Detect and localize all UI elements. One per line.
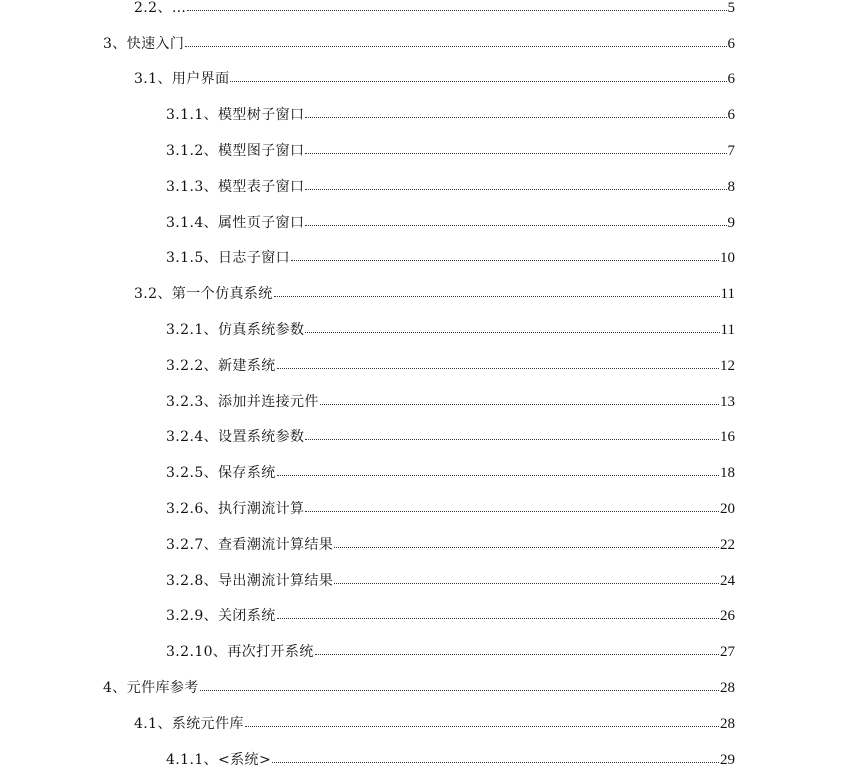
toc-page-number: 27 [720,644,735,661]
toc-entry[interactable] [0,235,859,271]
toc-entry-title: 3.1.1、模型树子窗口 [166,107,305,124]
toc-page-number: 20 [720,500,735,517]
toc-page-number: 11 [720,286,735,303]
toc-page-number: 24 [720,572,735,589]
toc-dot-leader [245,725,719,727]
toc-entry-title: 3.2.6、执行潮流计算 [166,500,305,517]
toc-page-number: 28 [720,679,735,696]
toc-entry-title: 4.1.1、<系统> [166,751,272,768]
toc-entry-title: 3.2.2、新建系统 [166,357,276,374]
toc-entry-title: 3.1、用户界面 [134,71,230,88]
toc-page-number: 10 [720,250,735,267]
toc-dot-leader [334,546,719,548]
toc-entry[interactable] [0,414,859,450]
toc-dot-leader [277,367,719,369]
toc-entry-title: 3.1.5、日志子窗口 [166,250,291,267]
toc-entry[interactable] [0,628,859,664]
toc-dot-leader [334,582,719,584]
toc-entry-title: 3.2.7、查看潮流计算结果 [166,536,334,553]
toc-dot-leader [277,617,719,619]
toc-entry[interactable] [0,593,859,629]
toc-page-number: 22 [720,536,735,553]
toc-page-number: 9 [727,214,735,231]
toc-entry[interactable] [0,199,859,235]
toc-entry-title: 3.2.9、关闭系统 [166,608,276,625]
toc-entry-title: 3.1.3、模型表子窗口 [166,178,305,195]
toc-entry-title: 3.2.5、保存系统 [166,465,276,482]
toc-entry[interactable] [0,91,859,127]
toc-page-number: 5 [727,0,735,16]
toc-entry[interactable] [0,0,859,20]
toc-entry-title: 3.2.4、设置系统参数 [166,429,305,446]
toc-page-number: 7 [727,142,735,159]
toc-entry-title: 3.1.2、模型图子窗口 [166,142,305,159]
toc-dot-leader [305,331,719,333]
toc-entry-title: 3.2.3、添加并连接元件 [166,393,319,410]
toc-page-number: 13 [720,393,735,410]
toc-page-number: 12 [720,357,735,374]
toc-entry[interactable] [0,521,859,557]
toc-page-number: 8 [727,178,735,195]
toc-page-number: 28 [720,715,735,732]
toc-entry[interactable] [0,664,859,700]
toc-entry[interactable] [0,378,859,414]
toc-dot-leader [274,295,720,297]
toc-dot-leader [272,761,719,763]
toc-entry[interactable] [0,449,859,485]
toc-page-number: 18 [720,465,735,482]
toc-page-number: 26 [720,608,735,625]
toc-page-number: 6 [727,107,735,124]
toc-entry[interactable] [0,485,859,521]
toc-page-number: 29 [720,751,735,768]
toc-entry-title: 4.1、系统元件库 [134,715,244,732]
toc-dot-leader [277,474,719,476]
toc-dot-leader [230,80,726,82]
toc-dot-leader [305,510,719,512]
toc-page-number: 6 [727,35,735,52]
toc-dot-leader [320,403,719,405]
toc-entry[interactable] [0,342,859,378]
toc-dot-leader [305,438,719,440]
toc-entry-title: 3.2、第一个仿真系统 [134,286,273,303]
toc-entry-title: 2.2、… [134,0,187,16]
toc-dot-leader [305,116,726,118]
toc-dot-leader [315,653,719,655]
toc-entry-title: 3.2.8、导出潮流计算结果 [166,572,334,589]
toc-dot-leader [185,45,726,47]
toc-entry[interactable] [0,700,859,736]
toc-entry[interactable] [0,127,859,163]
toc-entry[interactable] [0,736,859,772]
toc-entry[interactable] [0,270,859,306]
toc-entry[interactable] [0,306,859,342]
toc-page-number: 6 [727,71,735,88]
toc-entry[interactable] [0,163,859,199]
toc-dot-leader [305,224,726,226]
toc-page-number: 11 [720,321,735,338]
toc-entry-title: 4、元件库参考 [103,679,199,696]
toc-dot-leader [305,152,726,154]
toc-dot-leader [200,689,719,691]
toc-dot-leader [305,188,726,190]
toc-entry-title: 3.2.10、再次打开系统 [166,644,314,661]
toc-entry-title: 3、快速入门 [103,35,185,52]
toc-dot-leader [291,259,719,261]
toc-dot-leader [187,9,726,11]
toc-entry[interactable] [0,557,859,593]
toc-entry[interactable] [0,56,859,92]
toc-entry[interactable] [0,20,859,56]
toc-page-number: 16 [720,429,735,446]
toc-entry-title: 3.1.4、属性页子窗口 [166,214,305,231]
toc-entry-title: 3.2.1、仿真系统参数 [166,321,305,338]
